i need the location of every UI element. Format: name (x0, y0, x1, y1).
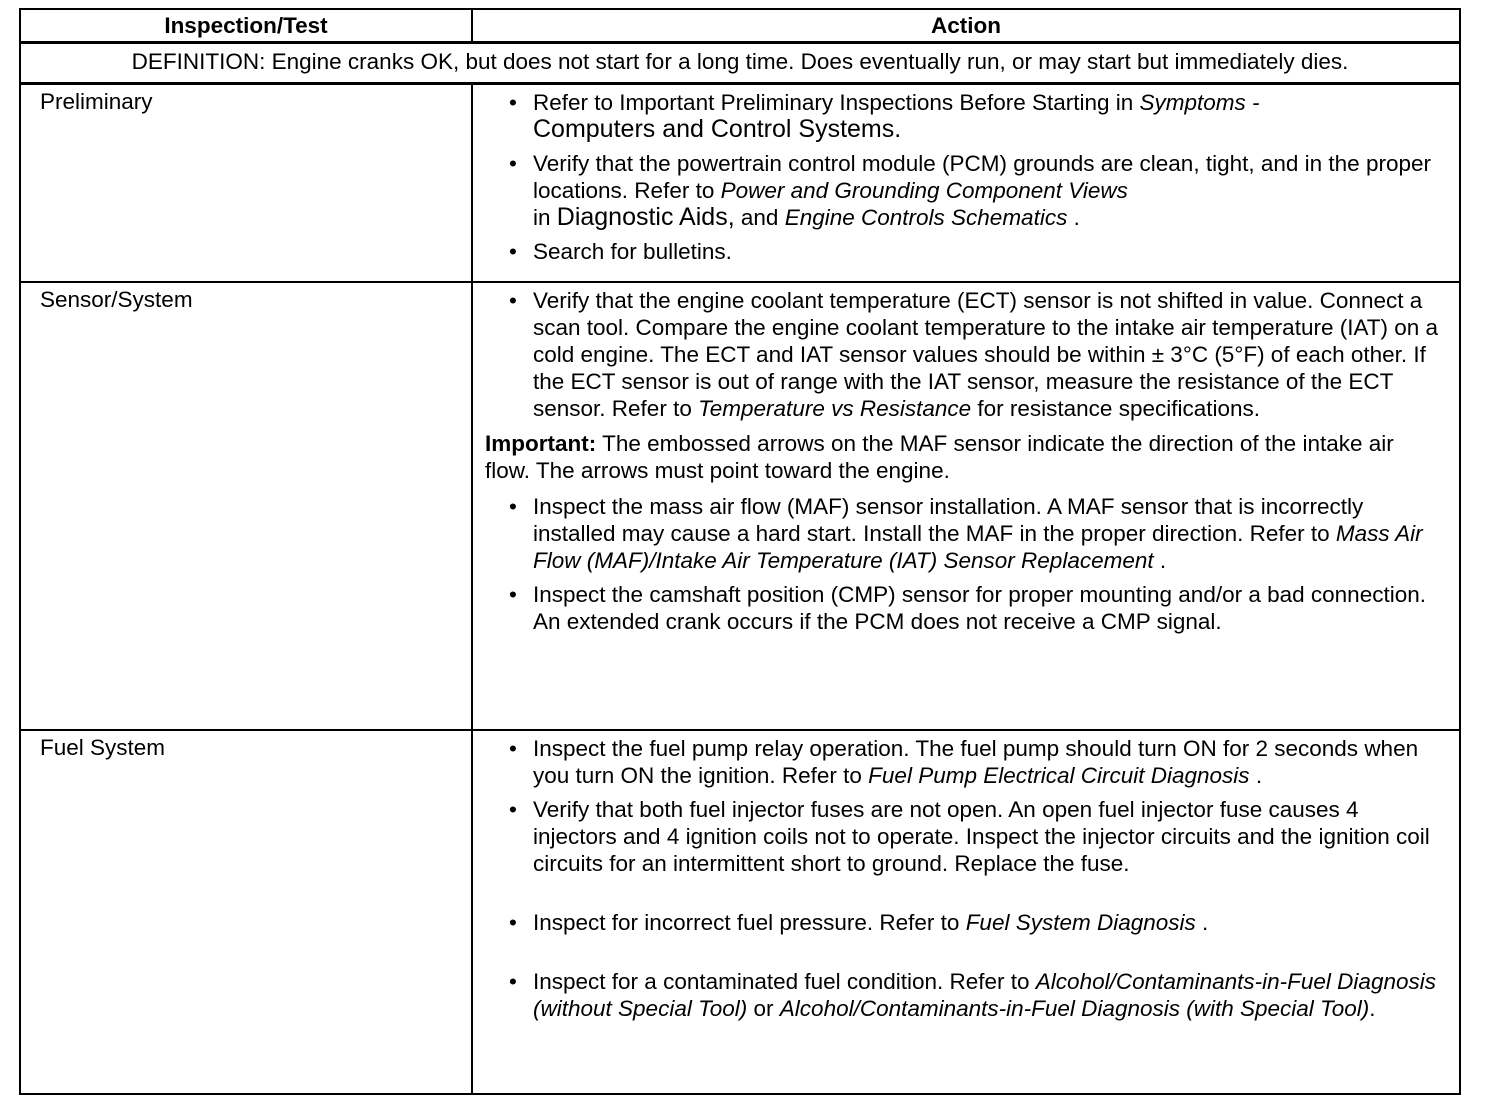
reference-power-grounding: Power and Grounding Component Views (720, 178, 1128, 203)
header-row (20, 9, 1460, 43)
reference-maf-replacement: Mass Air Flow (MAF)/Intake Air Temperature (IAT) Sensor Replacement (533, 521, 1423, 573)
row-actions (472, 84, 1460, 283)
definition-row (20, 43, 1460, 84)
item-text: Verify that the powertrain control module (PCM) grounds are clean, tight, and in the proper locations. Refer to (533, 151, 1431, 203)
item-text: or (747, 996, 780, 1021)
list-item (485, 238, 1439, 265)
bullet-icon: • (509, 797, 517, 822)
header-inspection-test: Inspection/Test (20, 9, 472, 43)
item-text: Inspect the fuel pump relay operation. The fuel pump should turn ON for 2 seconds when you turn ON the ignition. Refer to (533, 736, 1419, 788)
row-label: Fuel System (20, 730, 472, 1094)
item-text: . (1369, 996, 1376, 1021)
bullet-icon: • (509, 288, 517, 313)
reference-fuel-system-diagnosis: Fuel System Diagnosis (965, 910, 1196, 935)
bullet-icon: • (509, 582, 517, 607)
bullet-icon: • (509, 969, 517, 994)
item-text: Inspect for a contaminated fuel condition. Refer to (533, 969, 1036, 994)
reference-engine-controls: Engine Controls Schematics (784, 205, 1068, 230)
important-label: Important: (485, 431, 597, 456)
list-item (485, 968, 1439, 1022)
bullet-icon: • (509, 494, 517, 519)
item-text: for resistance specifications. (971, 396, 1261, 421)
action-list (485, 735, 1439, 1022)
item-text: Inspect the camshaft position (CMP) sensor for proper mounting and/or a bad connection. An extended crank occurs if the PCM does not receive a CMP signal. (533, 582, 1426, 634)
reference-contaminants-with-tool: Alcohol/Contaminants-in-Fuel Diagnosis (with Special Tool) (779, 996, 1370, 1021)
header-action: Action (472, 9, 1460, 43)
list-item (485, 287, 1439, 422)
row-preliminary (20, 84, 1460, 283)
item-text: Refer to Important Preliminary Inspections Before Starting in (533, 90, 1140, 115)
bullet-icon: • (509, 910, 517, 935)
diagnostic-table (19, 8, 1461, 1095)
list-item (485, 735, 1439, 789)
item-text: Inspect the mass air flow (MAF) sensor installation. A MAF sensor that is incorrectly installed may cause a hard start. Install the MAF in the proper direction. Refer to (533, 494, 1364, 546)
item-text: . (1067, 205, 1080, 230)
definition-text: DEFINITION: Engine cranks OK, but does not start for a long time. Does eventually run, or may start but immediately dies. (20, 43, 1460, 84)
bullet-icon: • (509, 151, 517, 176)
row-fuel-system (20, 730, 1460, 1094)
row-label: Preliminary (20, 84, 472, 283)
item-text: Inspect for incorrect fuel pressure. Refer to (533, 910, 966, 935)
reference-temp-resistance: Temperature vs Resistance (698, 396, 972, 421)
row-actions (472, 282, 1460, 730)
action-list (485, 493, 1439, 635)
list-item (485, 150, 1439, 231)
action-list (485, 89, 1439, 265)
list-item (485, 909, 1439, 936)
item-text: Verify that the engine coolant temperature (ECT) sensor is not shifted in value. Connect a scan tool. Compare the engine coolant temperature to the intake air temperature (IAT) on a cold engine. The ECT and IAT sensor values should be within ± 3°C (5°F) of each other. If the ECT sensor is out of range with the IAT sensor, measure the resistance of the ECT sensor. Refer to (533, 288, 1439, 421)
list-item (485, 581, 1439, 635)
item-text: . (1249, 763, 1263, 788)
item-text: . (1195, 910, 1209, 935)
important-note (485, 430, 1439, 484)
row-actions (472, 730, 1460, 1094)
item-text: Search for bulletins. (533, 239, 732, 264)
reference-symptoms: Symptoms - (1139, 90, 1260, 115)
item-text-large: Diagnostic Aids, (556, 203, 735, 231)
item-text: . (1153, 548, 1167, 573)
item-text: Verify that both fuel injector fuses are not open. An open fuel injector fuse causes 4 injectors and 4 ignition coils not to operate. Inspect the injector circuits and the ignition coil circuits for an intermittent short to ground. Replace the fuse. (533, 797, 1430, 876)
row-label: Sensor/System (20, 282, 472, 730)
row-sensor-system (20, 282, 1460, 730)
important-text: The embossed arrows on the MAF sensor indicate the direction of the intake air flow. The arrows must point toward the engine. (485, 431, 1394, 483)
item-text: and (734, 205, 785, 230)
reference-fuel-pump-circuit: Fuel Pump Electrical Circuit Diagnosis (868, 763, 1250, 788)
bullet-icon: • (509, 239, 517, 264)
bullet-icon: • (509, 90, 517, 115)
list-item (485, 493, 1439, 574)
item-text: in (533, 205, 557, 230)
item-text-large: Computers and Control Systems. (533, 115, 902, 143)
reference-contaminants-without-tool: Alcohol/Contaminants-in-Fuel Diagnosis (without Special Tool) (533, 969, 1436, 1021)
list-item (485, 89, 1439, 143)
action-list (485, 287, 1439, 422)
bullet-icon: • (509, 736, 517, 761)
list-item (485, 796, 1439, 877)
